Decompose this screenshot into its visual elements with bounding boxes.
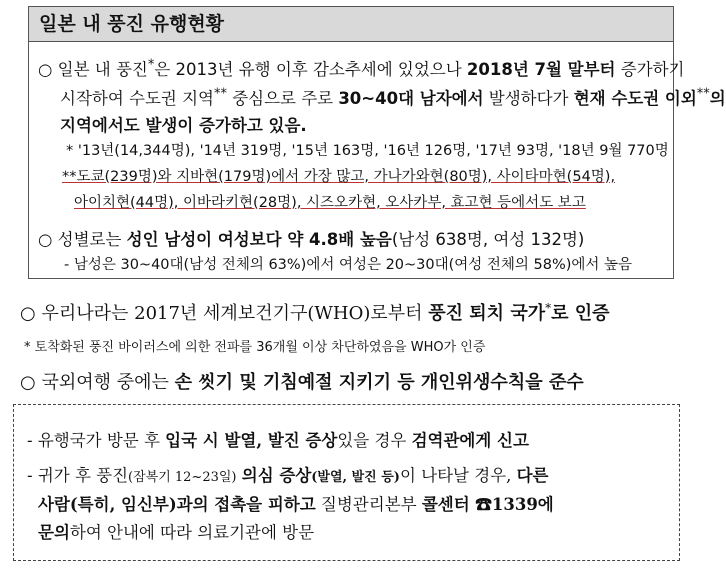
footnote-regions-1: **도쿄(239명)와 지바현(179명)에서 가장 많고, 가나가와현(80명), 사이타마현(54명), [62, 169, 616, 185]
guidance-item-2-line2: 사람(특히, 임신부)과의 접촉을 피하고 질병관리본부 콜센터 ☎1339에 [38, 495, 554, 514]
circle-bullet: ○ [20, 303, 36, 324]
bullet1-line1: ○ 일본 내 풍진*은 2013년 유행 이후 감소추세에 있었으나 2018년 7월 말부터 증가하기 [38, 57, 685, 79]
point1-footnote: * 토착화된 풍진 바이러스에 의한 전파를 36개월 이상 차단하였음을 WHO가 인증 [24, 340, 486, 355]
bullet1-line2: 시작하여 수도권 지역** 중심으로 주로 30~40대 남자에서 발생하다가 현재 수도권 이외**의 [60, 86, 726, 108]
point2-line: ○ 국외여행 중에는 손 씻기 및 기침예절 지키기 등 개인위생수칙을 준수 [20, 372, 584, 393]
circle-bullet: ○ [20, 372, 36, 393]
footnote-yearly-cases: * '13년(14,344명), '14년 319명, '15년 163명, '16년 126명, '17년 93명, '18년 9월 770명 [66, 143, 669, 159]
bullet2-sub: - 남성은 30~40대(남성 전체의 63%)에서 여성은 20~30대(여성 전체의 58%)에서 높음 [64, 257, 633, 273]
circle-bullet: ○ [38, 60, 53, 79]
point1-line: ○ 우리나라는 2017년 세계보건기구(WHO)로부터 풍진 퇴치 국가*로 인증 [20, 301, 610, 324]
circle-bullet: ○ [38, 230, 53, 249]
bullet1-line3: 지역에서도 발생이 증가하고 있음. [60, 116, 307, 135]
box-title: 일본 내 풍진 유행현황 [29, 7, 673, 42]
guidance-item-2-line3: 문의하여 안내에 따라 의료기관에 방문 [38, 523, 315, 542]
footnote-regions-2: 아이치현(44명), 이바라키현(28명), 시즈오카현, 오사카부, 효고현 등에서도 보고 [74, 195, 586, 211]
guidance-item-2-line1: - 귀가 후 풍진(잠복기 12~23일) 의심 증상(발열, 발진 등)이 나타날 경우, 다른 [27, 466, 549, 485]
bullet2-line: ○ 성별로는 성인 남성이 여성보다 약 4.8배 높음(남성 638명, 여성 132명) [38, 230, 585, 249]
guidance-item-1: - 유행국가 방문 후 입국 시 발열, 발진 증상있을 경우 검역관에게 신고 [27, 431, 529, 450]
